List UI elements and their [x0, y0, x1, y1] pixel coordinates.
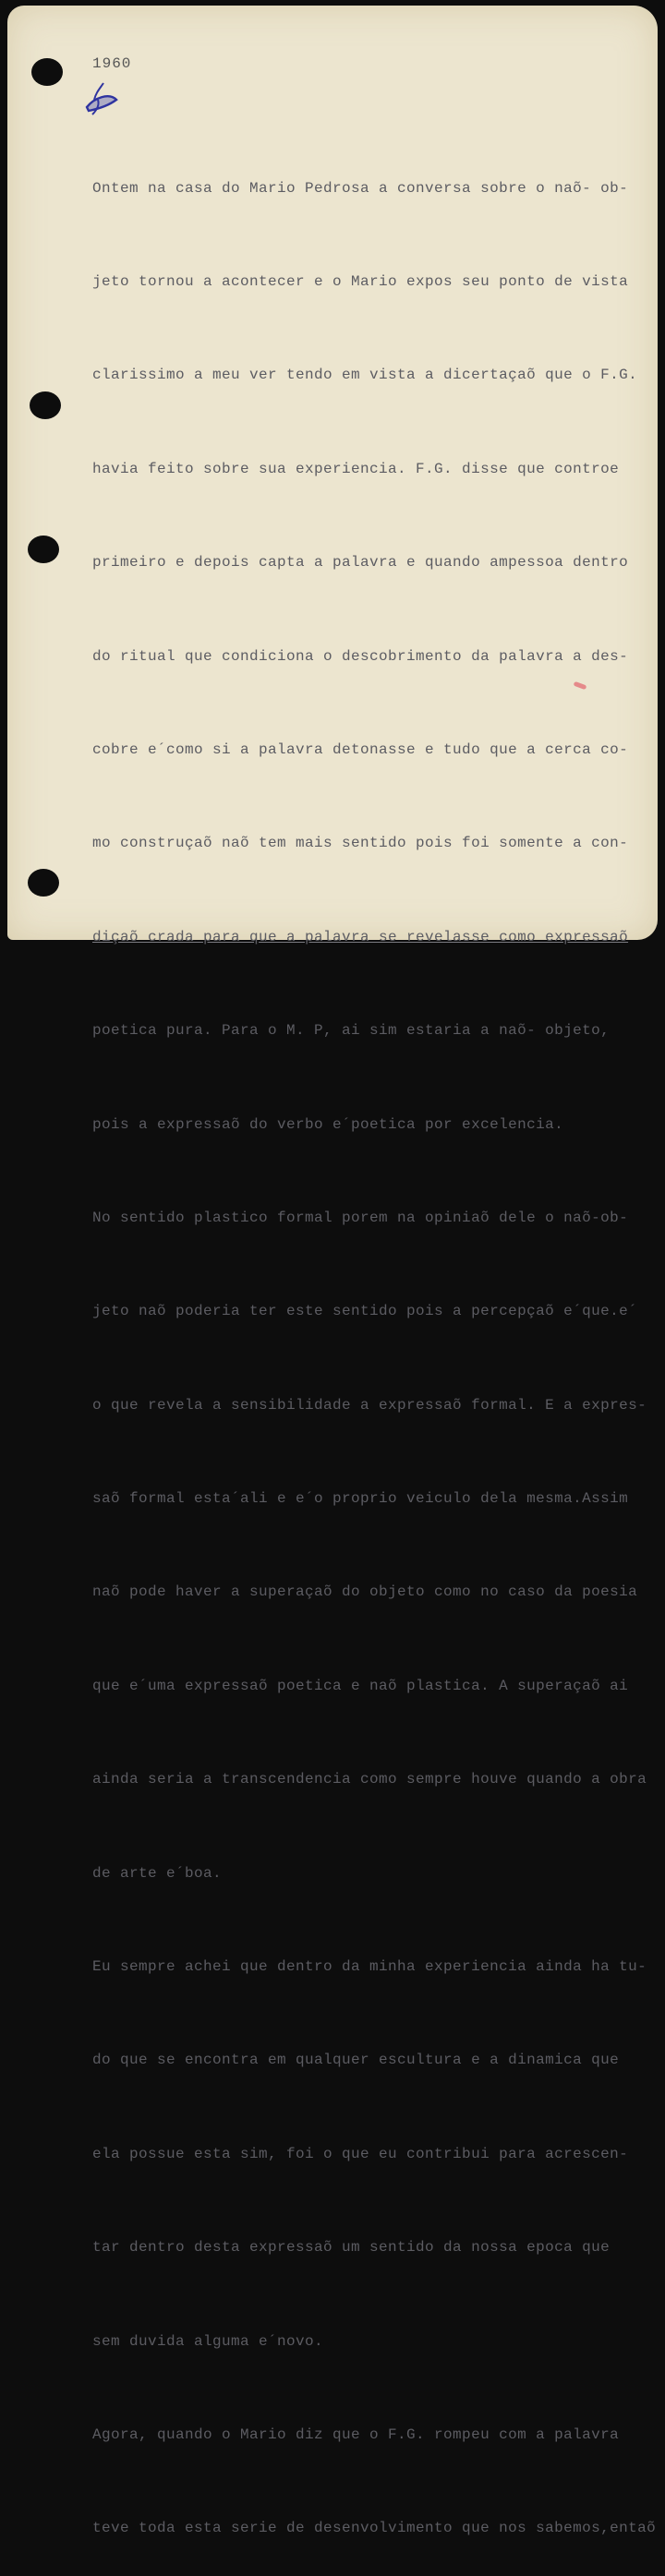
text-line: pois a expressaõ do verbo e´poetica por excelencia.: [92, 1115, 564, 1133]
text-line: o que revela a sensibilidade a expressaõ formal. E a expres-: [92, 1396, 647, 1414]
text-line: clarissimo a meu ver tendo em vista a dicertaçaõ que o F.G.: [92, 367, 638, 384]
text-line: do ritual que condiciona o descobrimento da palavra a des-: [92, 647, 629, 665]
text-line: diçaõ crada para que a palavra se revelasse como expressaõ: [92, 928, 629, 945]
text-line: cobre e´como si a palavra detonasse e tudo que a cerca co-: [92, 740, 629, 758]
text-line: ela possue esta sim, foi o que eu contribui para acrescen-: [92, 2145, 629, 2162]
text-line: mo construçaõ naõ tem mais sentido pois foi somente a con-: [92, 835, 629, 852]
text-line: ainda seria a transcendencia como sempre houve quando a obra: [92, 1771, 647, 1788]
text-line: do que se encontra em qualquer escultura e a dinamica que: [92, 2052, 620, 2069]
text-line: primeiro e depois capta a palavra e quando ampessoa dentro: [92, 554, 629, 572]
text-line: jeto tornou a acontecer e o Mario expos seu ponto de vista: [92, 272, 629, 290]
text-line: poetica pura. Para o M. P, ai sim estaria a naõ- objeto,: [92, 1022, 611, 1040]
text-line: Ontem na casa do Mario Pedrosa a conversa sobre o naõ- ob-: [92, 179, 629, 197]
text-line: Eu sempre achei que dentro da minha experiencia ainda ha tu-: [92, 1958, 647, 1976]
punch-hole: [30, 391, 61, 419]
text-line: teve toda esta serie de desenvolvimento que nos sabemos,entaõ: [92, 2520, 657, 2537]
punch-hole: [28, 536, 59, 563]
text-line: que e´uma expressaõ poetica e naõ plastica. A superaçaõ ai: [92, 1677, 629, 1694]
text-line: saõ formal esta´ali e e´o proprio veiculo dela mesma.Assim: [92, 1490, 629, 1508]
punch-hole: [28, 869, 59, 897]
text-line: tar dentro desta expressaõ um sentido da nossa epoca que: [92, 2239, 611, 2257]
text-line: de arte e´boa.: [92, 1864, 223, 1882]
text-line: naõ pode haver a superaçaõ do objeto como no caso da poesia: [92, 1583, 638, 1601]
page-year: 1960: [92, 55, 132, 72]
text-line: sem duvida alguma e´novo.: [92, 2332, 324, 2350]
text-line: Agora, quando o Mario diz que o F.G. rompeu com a palavra: [92, 2426, 620, 2443]
punch-hole: [31, 58, 63, 86]
letter-body: [92, 111, 656, 2576]
text-line: havia feito sobre sua experiencia. F.G. disse que controe: [92, 460, 620, 477]
text-line: jeto naõ poderia ter este sentido pois a percepçaõ e´que.e´: [92, 1303, 638, 1320]
text-line: No sentido plastico formal porem na opiniaõ dele o naõ-ob-: [92, 1209, 629, 1226]
